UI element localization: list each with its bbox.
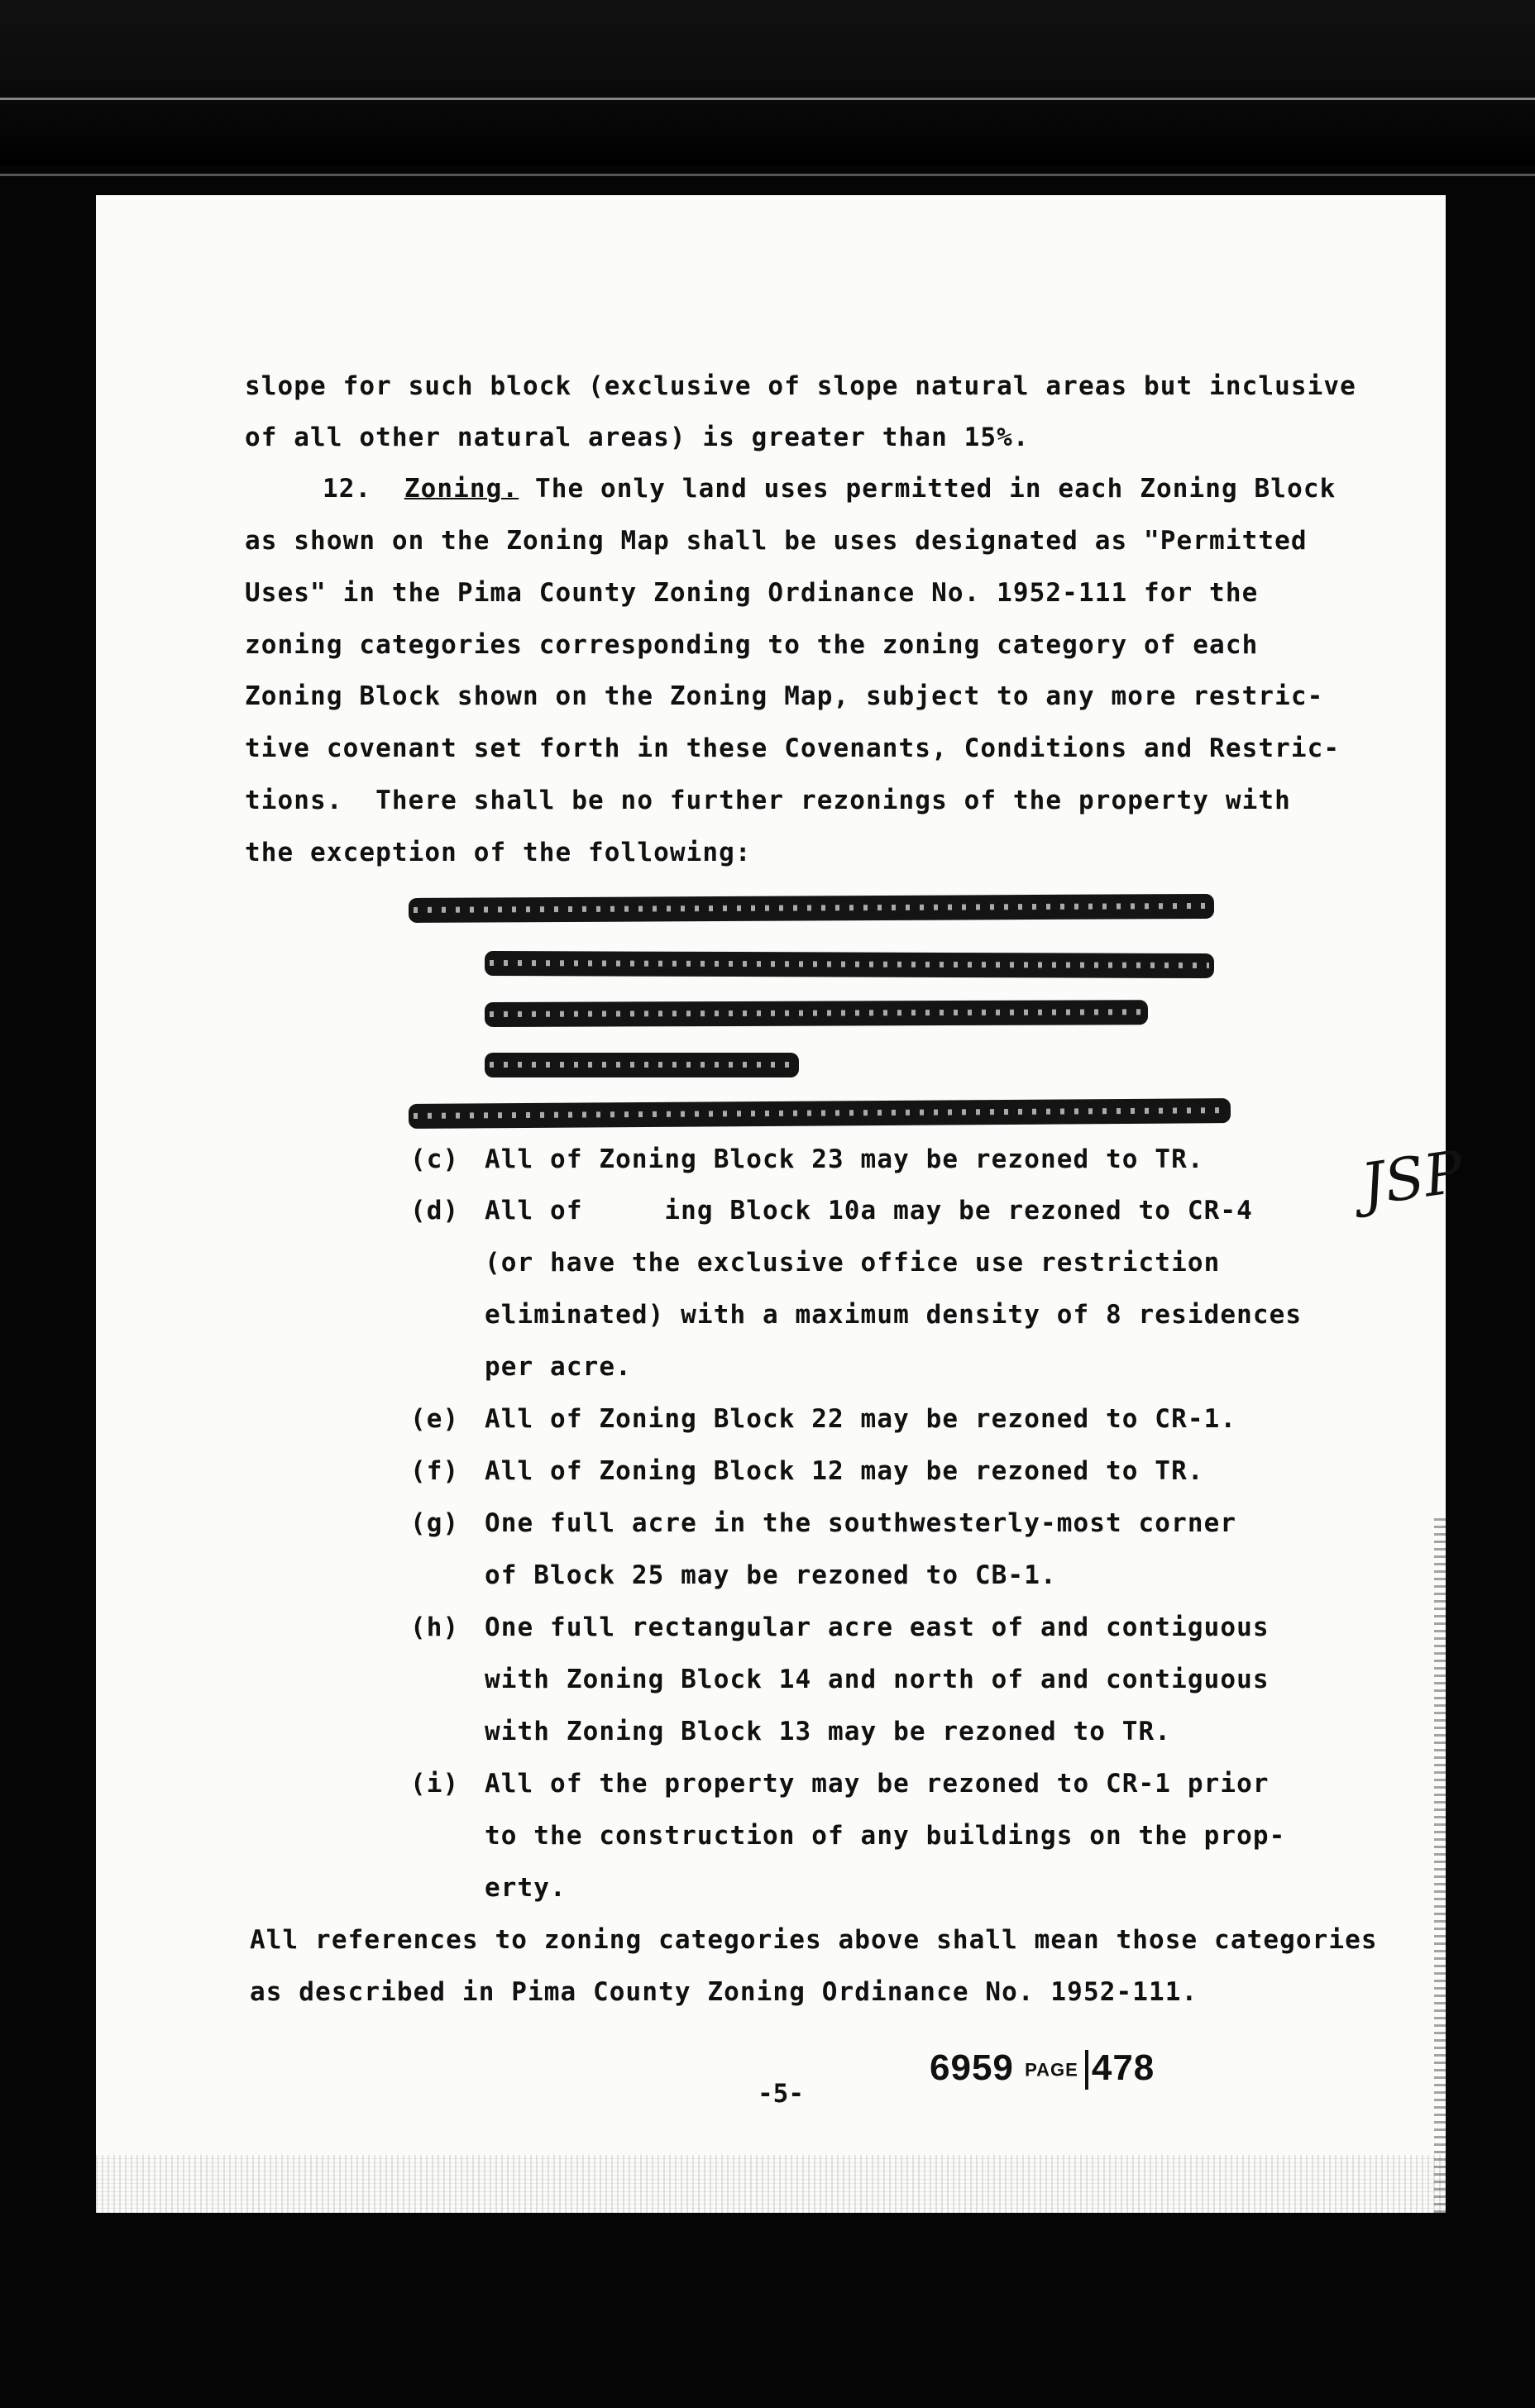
item-d-line-1: All of ing Block 10a may be rezoned to CR-4 [485,1196,1253,1226]
body-line-2: of all other natural areas) is greater than 15%. [245,423,1030,452]
redacted-line [409,1098,1231,1129]
section-number: 12. [323,474,372,504]
item-c-line-1: All of Zoning Block 23 may be rezoned to TR. [485,1144,1204,1174]
item-h-line-3: with Zoning Block 13 may be rezoned to TR. [485,1717,1172,1746]
item-label-i: (i) [410,1769,460,1799]
scan-line [0,98,1535,100]
item-f-line-1: All of Zoning Block 12 may be rezoned to TR. [485,1456,1204,1486]
document-page [96,195,1468,2213]
redacted-line [485,951,1214,978]
item-i-line-1: All of the property may be rezoned to CR-1 prior [485,1769,1270,1799]
body-line-6: zoning categories corresponding to the zoning category of each [245,630,1259,660]
body-line-1: slope for such block (exclusive of slope natural areas but inclusive [245,371,1356,401]
section-12-first-line [323,474,1336,504]
redacted-line [485,1000,1148,1027]
body-line-7: Zoning Block shown on the Zoning Map, subject to any more restric- [245,681,1324,711]
item-h-line-2: with Zoning Block 14 and north of and contiguous [485,1665,1270,1694]
item-label-c: (c) [410,1144,460,1174]
item-d-line-2: (or have the exclusive office use restriction [485,1248,1221,1278]
scan-line [0,174,1535,176]
redacted-line [409,894,1214,923]
item-g-line-2: of Block 25 may be rezoned to CB-1. [485,1560,1057,1590]
scan-noise [96,2155,1446,2213]
page-number: -5- [758,2079,804,2109]
item-label-h: (h) [410,1612,460,1642]
closing-line-1: All references to zoning categories above shall mean those categories [250,1925,1378,1955]
body-line-9: tions. There shall be no further rezonings of the property with [245,786,1291,815]
scan-border-top [0,0,1535,165]
item-h-line-1: One full rectangular acre east of and contiguous [485,1612,1270,1642]
item-label-d: (d) [410,1196,460,1226]
item-i-line-3: erty. [485,1873,567,1903]
body-line-8: tive covenant set forth in these Covenants, Conditions and Restric- [245,733,1341,763]
recording-stamp [930,2047,1155,2090]
section-text: The only land uses permitted in each Zoning Block [519,474,1337,504]
item-label-e: (e) [410,1404,460,1434]
closing-line-2: as described in Pima County Zoning Ordinance No. 1952-111. [250,1977,1198,2007]
recording-mark: PAGE [1025,2059,1078,2081]
body-line-4: as shown on the Zoning Map shall be uses designated as "Permitted [245,526,1308,556]
item-label-f: (f) [410,1456,460,1486]
stamp-bar [1085,2050,1088,2090]
item-e-line-1: All of Zoning Block 22 may be rezoned to CR-1. [485,1404,1237,1434]
item-d-line-4: per acre. [485,1352,632,1382]
item-i-line-2: to the construction of any buildings on the prop- [485,1821,1286,1851]
item-label-g: (g) [410,1508,460,1538]
handwritten-initials: JSP [1356,1137,1468,1220]
item-d-line-3: eliminated) with a maximum density of 8 residences [485,1300,1303,1330]
item-g-line-1: One full acre in the southwesterly-most corner [485,1508,1237,1538]
section-heading: Zoning. [404,474,519,504]
recording-page: 478 [1091,2047,1155,2088]
body-line-10: the exception of the following: [245,838,752,867]
body-line-5: Uses" in the Pima County Zoning Ordinance No. 1952-111 for the [245,578,1259,608]
recording-docket: 6959 [930,2047,1014,2088]
scan-noise [1434,1518,1446,2213]
redacted-line [485,1053,799,1077]
